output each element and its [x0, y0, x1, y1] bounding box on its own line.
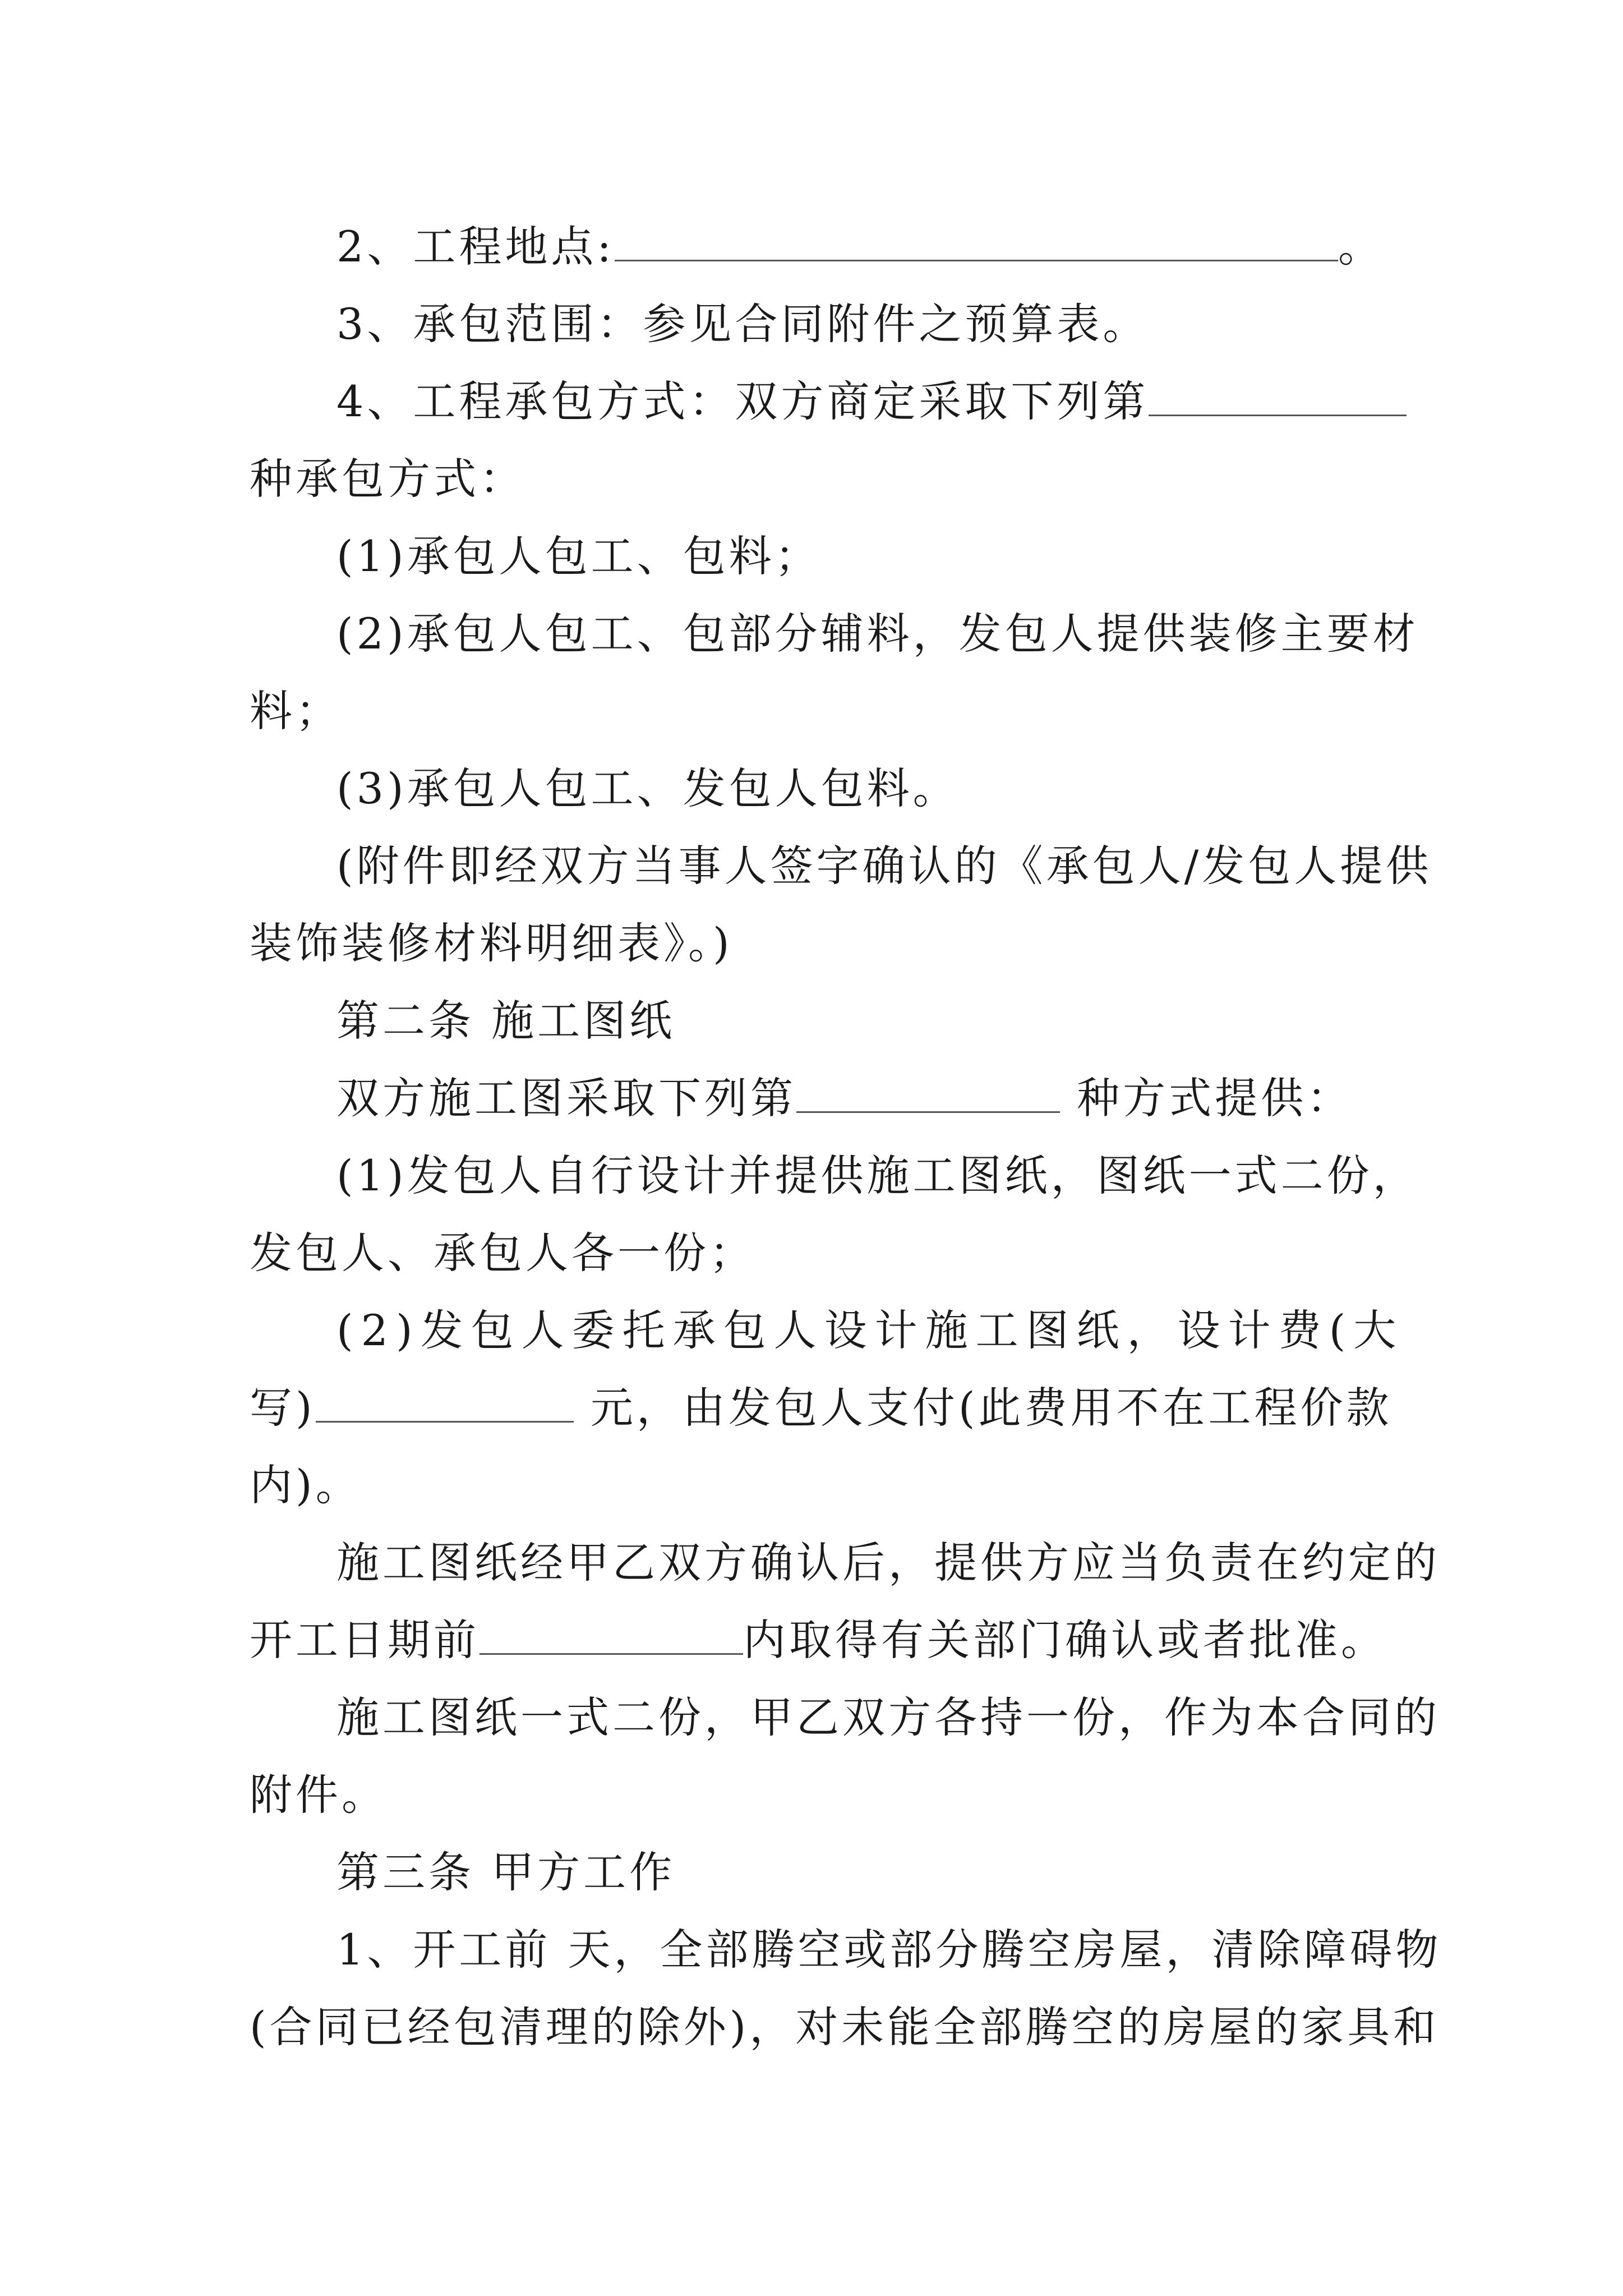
paragraph-line: 内)。: [250, 1460, 362, 1510]
drawing-copies: 施工图纸一式二份，甲乙双方各持一份，作为本合同的: [336, 1692, 1440, 1742]
paragraph-line: (合同已经包清理的除外)，对未能全部腾空的房屋的家具和: [250, 2002, 1440, 2052]
article-3-heading: 第三条 甲方工作: [336, 1847, 676, 1897]
item-contract-method: [336, 374, 1407, 430]
item-tail: 。: [1338, 222, 1384, 272]
item-label: 写): [250, 1383, 316, 1433]
item-label: 4、工程承包方式：双方商定采取下列第: [336, 376, 1149, 426]
drawing-method-blank: [796, 1074, 1060, 1113]
item-tail: 内取得有关部门确认或者批准。: [743, 1615, 1387, 1665]
paragraph-line: 附件。: [250, 1770, 388, 1820]
paragraph-line: 种承包方式：: [250, 454, 525, 504]
paragraph-line: 发包人、承包人各一份；: [250, 1228, 755, 1278]
article-2-heading: 第二条 施工图纸: [336, 996, 676, 1046]
method-blank: [1149, 378, 1407, 416]
drawing-method: [336, 1070, 1353, 1126]
item-project-location: [336, 219, 1384, 275]
item-tail: 种方式提供：: [1060, 1073, 1353, 1123]
party-a-item-1: 1、开工前 天，全部腾空或部分腾空房屋，清除障碍物: [336, 1925, 1442, 1975]
drawing-option-2: (2)发包人委托承包人设计施工图纸，设计费(大: [336, 1305, 1404, 1355]
option-3: (3)承包人包工、发包人包料。: [336, 763, 959, 813]
attachment-note: (附件即经双方当事人签字确认的《承包人/发包人提供: [336, 841, 1432, 891]
drawing-confirm: 施工图纸经甲乙双方确认后，提供方应当负责在约定的: [336, 1538, 1440, 1588]
start-date-blank: [479, 1616, 743, 1655]
item-tail: 元，由发包人支付(此费用不在工程价款: [573, 1383, 1393, 1433]
paragraph-line: 料；: [250, 686, 342, 736]
item-contract-scope: 3、承包范围：参见合同附件之预算表。: [336, 299, 1149, 349]
item-label: 双方施工图采取下列第: [336, 1073, 796, 1123]
option-1: (1)承包人包工、包料；: [336, 531, 821, 581]
design-fee-blank: [316, 1384, 574, 1423]
drawing-option-1: (1)发包人自行设计并提供施工图纸，图纸一式二份，: [336, 1151, 1419, 1200]
item-label: 2、工程地点:: [336, 222, 615, 272]
design-fee-line: [250, 1380, 1392, 1436]
location-blank: [615, 223, 1338, 261]
option-2: (2)承包人包工、包部分辅料，发包人提供装修主要材: [336, 609, 1419, 659]
item-label: 开工日期前: [250, 1615, 479, 1665]
start-date-line: [250, 1612, 1387, 1668]
paragraph-line: 装饰装修材料明细表》。): [250, 918, 733, 968]
